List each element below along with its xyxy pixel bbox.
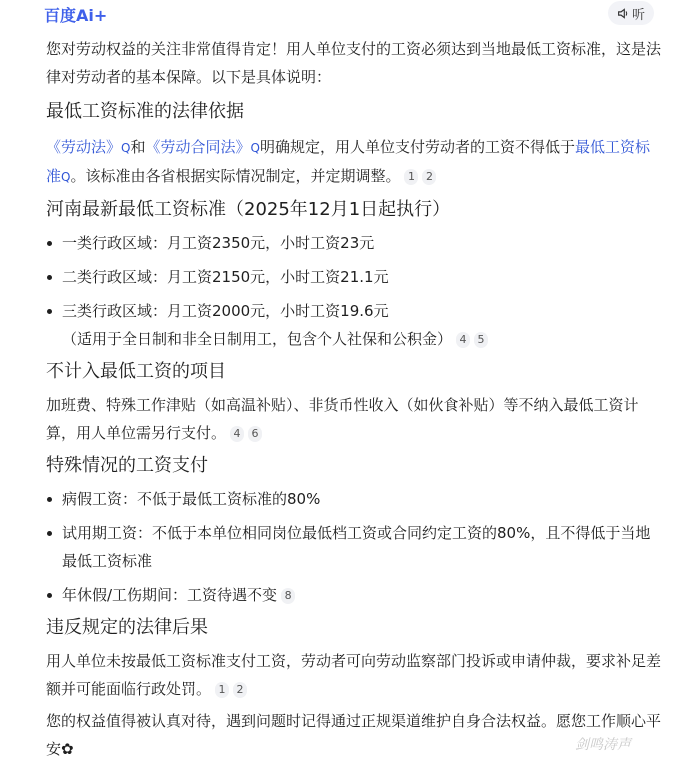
list-item: 二类行政区域：月工资2150元，小时工资21.1元 (46, 263, 661, 291)
intro-text: 您对劳动权益的关注非常值得肯定！用人单位支付的工资必须达到当地最低工资标准，这是法律对劳动者的基本保障。以下是具体说明： (46, 40, 662, 86)
citation-badge[interactable]: 5 (474, 332, 488, 348)
search-icon[interactable]: Q (61, 170, 71, 184)
list-item (46, 581, 661, 609)
henan-standard-list (46, 229, 661, 353)
and-text: 和 (130, 138, 146, 156)
list-item: 试用期工资：不低于本单位相同岗位最低档工资或合同约定工资的80%，且不得低于当地最低工资标准 (46, 519, 661, 575)
answer-content (46, 35, 661, 763)
baidu-ai-logo: 百度Ai+ (44, 6, 108, 25)
citation-badge[interactable]: 8 (281, 588, 295, 604)
speaker-icon (617, 7, 630, 20)
list-item-text: 年休假/工伤期间：工资待遇不变 (62, 586, 278, 604)
list-item: 一类行政区域：月工资2350元，小时工资23元 (46, 229, 661, 257)
top-bar (0, 0, 675, 26)
listen-label: 听 (631, 7, 645, 23)
flower-icon: ✿ (61, 740, 74, 758)
excluded-items-paragraph (46, 391, 661, 447)
section-title-henan-standard: 河南最新最低工资标准（2025年12月1日起执行） (46, 199, 451, 220)
citation-badge[interactable]: 2 (422, 169, 436, 185)
citation-badge[interactable]: 4 (456, 332, 470, 348)
closing-text: 您的权益值得被认真对待，遇到问题时记得通过正规渠道维护自身合法权益。愿您工作顺心平安 (46, 712, 662, 758)
section-title-legal-consequences: 违反规定的法律后果 (46, 617, 208, 638)
citation-badge[interactable]: 2 (233, 682, 247, 698)
section-title-excluded-items: 不计入最低工资的项目 (46, 361, 226, 382)
list-item-text: 三类行政区域：月工资2000元，小时工资19.6元 (62, 302, 389, 320)
search-icon[interactable]: Q (250, 141, 260, 155)
special-cases-list (46, 485, 661, 609)
link-labor-contract-law[interactable]: 《劳动合同法》 (145, 138, 251, 156)
list-item: 病假工资：不低于最低工资标准的80% (46, 485, 661, 513)
list-item (46, 297, 661, 353)
legal-basis-mid: 明确规定，用人单位支付劳动者的工资不得低于 (259, 138, 575, 156)
search-icon[interactable]: Q (121, 141, 131, 155)
watermark: 剑鸣涛声 (575, 737, 631, 753)
legal-basis-paragraph (46, 133, 661, 191)
citation-badge[interactable]: 4 (230, 426, 244, 442)
link-min-wage-standard[interactable]: 最低工资标准 (46, 138, 650, 185)
citation-badge[interactable]: 1 (404, 169, 418, 185)
citation-badge[interactable]: 1 (215, 682, 229, 698)
section-title-legal-basis: 最低工资标准的法律依据 (46, 101, 244, 122)
legal-basis-tail: 。该标准由各省根据实际情况制定，并定期调整。 (70, 167, 401, 185)
closing-paragraph (46, 707, 661, 763)
link-labor-law[interactable]: 《劳动法》 (46, 138, 122, 156)
listen-button[interactable] (608, 1, 654, 25)
excluded-items-text: 加班费、特殊工作津贴（如高温补贴）、非货币性收入（如伙食补贴）等不纳入最低工资计算，用人单位需另行支付。 (46, 396, 639, 442)
legal-consequences-text: 用人单位未按最低工资标准支付工资，劳动者可向劳动监察部门投诉或申请仲裁，要求补足差额并可能面临行政处罚。 (46, 652, 662, 698)
section-title-special-cases: 特殊情况的工资支付 (46, 455, 208, 476)
legal-consequences-paragraph (46, 647, 661, 703)
applicability-note: （适用于全日制和非全日制用工，包含个人社保和公积金） (62, 330, 453, 348)
citation-badge[interactable]: 6 (248, 426, 262, 442)
